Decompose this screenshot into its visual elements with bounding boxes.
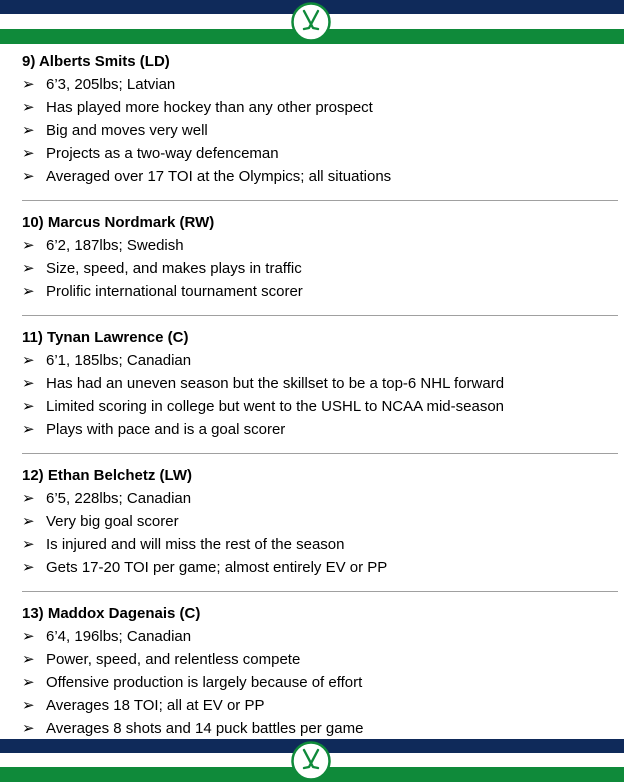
bullet-arrow-icon: ➢ bbox=[22, 122, 35, 139]
list-item: ➢ 6’4, 196lbs; Canadian bbox=[22, 625, 618, 648]
list-item: ➢ Offensive production is largely because of effort bbox=[22, 671, 618, 694]
bullet-arrow-icon: ➢ bbox=[22, 145, 35, 162]
list-item: ➢ Projects as a two-way defenceman bbox=[22, 142, 618, 165]
bullet-arrow-icon: ➢ bbox=[22, 375, 35, 392]
bullet-arrow-icon: ➢ bbox=[22, 490, 35, 507]
bullet-arrow-icon: ➢ bbox=[22, 559, 35, 576]
player-title: 9) Alberts Smits (LD) bbox=[22, 53, 170, 70]
section-divider bbox=[22, 453, 618, 454]
bullet-arrow-icon: ➢ bbox=[22, 168, 35, 185]
bullet-arrow-icon: ➢ bbox=[22, 536, 35, 553]
player-title: 11) Tynan Lawrence (C) bbox=[22, 329, 189, 346]
list-item: ➢ Has played more hockey than any other prospect bbox=[22, 96, 618, 119]
player-block bbox=[22, 51, 618, 188]
bullet-arrow-icon: ➢ bbox=[22, 513, 35, 530]
list-item: ➢ Big and moves very well bbox=[22, 119, 618, 142]
bullet-arrow-icon: ➢ bbox=[22, 398, 35, 415]
list-item: ➢ Has had an uneven season but the skillset to be a top-6 NHL forward bbox=[22, 372, 618, 395]
player-title: 13) Maddox Dagenais (C) bbox=[22, 605, 201, 622]
player-title: 10) Marcus Nordmark (RW) bbox=[22, 214, 215, 231]
list-item: ➢ Prolific international tournament scorer bbox=[22, 280, 618, 303]
list-item: ➢ Averages 18 TOI; all at EV or PP bbox=[22, 694, 618, 717]
bullet-arrow-icon: ➢ bbox=[22, 421, 35, 438]
crossed-hockey-sticks-icon bbox=[291, 2, 331, 42]
list-item: ➢ Limited scoring in college but went to the USHL to NCAA mid-season bbox=[22, 395, 618, 418]
bullet-arrow-icon: ➢ bbox=[22, 260, 35, 277]
bullet-arrow-icon: ➢ bbox=[22, 628, 35, 645]
bullet-arrow-icon: ➢ bbox=[22, 697, 35, 714]
bullet-arrow-icon: ➢ bbox=[22, 76, 35, 93]
bullet-arrow-icon: ➢ bbox=[22, 352, 35, 369]
list-item: ➢ Power, speed, and relentless compete bbox=[22, 648, 618, 671]
list-item: ➢ Averaged over 17 TOI at the Olympics; all situations bbox=[22, 165, 618, 188]
section-divider bbox=[22, 200, 618, 201]
list-item: ➢ Plays with pace and is a goal scorer bbox=[22, 418, 618, 441]
list-item: ➢ 6’3, 205lbs; Latvian bbox=[22, 73, 618, 96]
player-block bbox=[22, 603, 618, 740]
bullet-arrow-icon: ➢ bbox=[22, 651, 35, 668]
list-item: ➢ 6’2, 187lbs; Swedish bbox=[22, 234, 618, 257]
list-item: ➢ 6’1, 185lbs; Canadian bbox=[22, 349, 618, 372]
bullet-arrow-icon: ➢ bbox=[22, 237, 35, 254]
bullet-arrow-icon: ➢ bbox=[22, 720, 35, 737]
player-block bbox=[22, 465, 618, 579]
list-item: ➢ Very big goal scorer bbox=[22, 510, 618, 533]
list-item: ➢ Averages 8 shots and 14 puck battles per game bbox=[22, 717, 618, 740]
list-item: ➢ Is injured and will miss the rest of the season bbox=[22, 533, 618, 556]
bullet-arrow-icon: ➢ bbox=[22, 674, 35, 691]
player-block bbox=[22, 212, 618, 303]
prospect-list bbox=[22, 51, 618, 740]
list-item: ➢ Size, speed, and makes plays in traffic bbox=[22, 257, 618, 280]
section-divider bbox=[22, 315, 618, 316]
section-divider bbox=[22, 591, 618, 592]
crossed-hockey-sticks-icon bbox=[291, 741, 331, 781]
bullet-arrow-icon: ➢ bbox=[22, 99, 35, 116]
list-item: ➢ Gets 17-20 TOI per game; almost entirely EV or PP bbox=[22, 556, 618, 579]
player-title: 12) Ethan Belchetz (LW) bbox=[22, 467, 193, 484]
bullet-arrow-icon: ➢ bbox=[22, 283, 35, 300]
list-item: ➢ 6’5, 228lbs; Canadian bbox=[22, 487, 618, 510]
player-block bbox=[22, 327, 618, 441]
